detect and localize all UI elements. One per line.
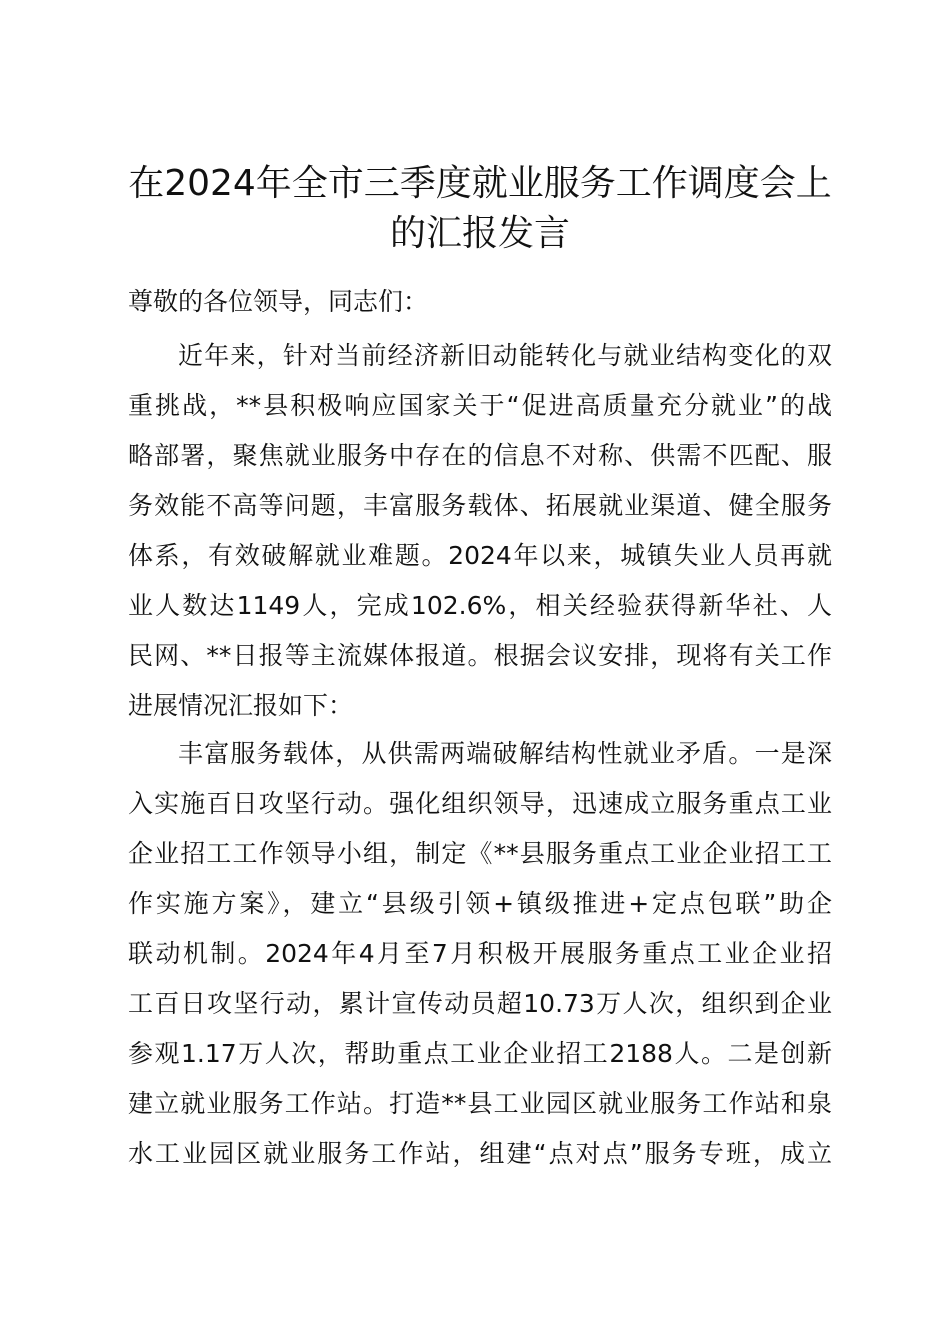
paragraph-2-line-7: 参观1.17万人次，帮助重点工业企业招工2188人。二是创新 [128, 1039, 832, 1068]
salutation: 尊敬的各位领导，同志们： [128, 287, 429, 316]
paragraph-2-line-2: 入实施百日攻坚行动。强化组织领导，迅速成立服务重点工业 [128, 789, 832, 818]
paragraph-2-line-6: 工百日攻坚行动，累计宣传动员超10.73万人次，组织到企业 [128, 989, 832, 1018]
paragraph-1-line-7: 民网、**日报等主流媒体报道。根据会议安排，现将有关工作 [128, 641, 832, 670]
paragraph-2-line-4: 作实施方案》，建立“县级引领+镇级推进+定点包联”助企 [128, 889, 832, 918]
document-title-line-2: 的汇报发言 [389, 213, 570, 254]
paragraph-1-line-1: 近年来，针对当前经济新旧动能转化与就业结构变化的双 [178, 341, 832, 370]
paragraph-2-line-8: 建立就业服务工作站。打造**县工业园区就业服务工作站和泉 [128, 1089, 832, 1118]
paragraph-2-line-1: 丰富服务载体，从供需两端破解结构性就业矛盾。一是深 [178, 739, 832, 768]
document-title-line-1: 在2024年全市三季度就业服务工作调度会上 [128, 163, 832, 204]
paragraph-2-line-9: 水工业园区就业服务工作站，组建“点对点”服务专班，成立 [128, 1139, 832, 1168]
paragraph-1-line-8: 进展情况汇报如下： [128, 691, 354, 720]
paragraph-1-line-4: 务效能不高等问题，丰富服务载体、拓展就业渠道、健全服务 [128, 491, 832, 520]
paragraph-1-line-3: 略部署，聚焦就业服务中存在的信息不对称、供需不匹配、服 [128, 441, 832, 470]
paragraph-2-line-3: 企业招工工作领导小组，制定《**县服务重点工业企业招工工 [128, 839, 832, 868]
paragraph-1-line-5: 体系，有效破解就业难题。2024年以来，城镇失业人员再就 [128, 541, 832, 570]
paragraph-2-line-5: 联动机制。2024年4月至7月积极开展服务重点工业企业招 [128, 939, 832, 968]
paragraph-1-line-6: 业人数达1149人，完成102.6%，相关经验获得新华社、人 [128, 591, 832, 620]
paragraph-1-line-2: 重挑战，**县积极响应国家关于“促进高质量充分就业”的战 [128, 391, 832, 420]
